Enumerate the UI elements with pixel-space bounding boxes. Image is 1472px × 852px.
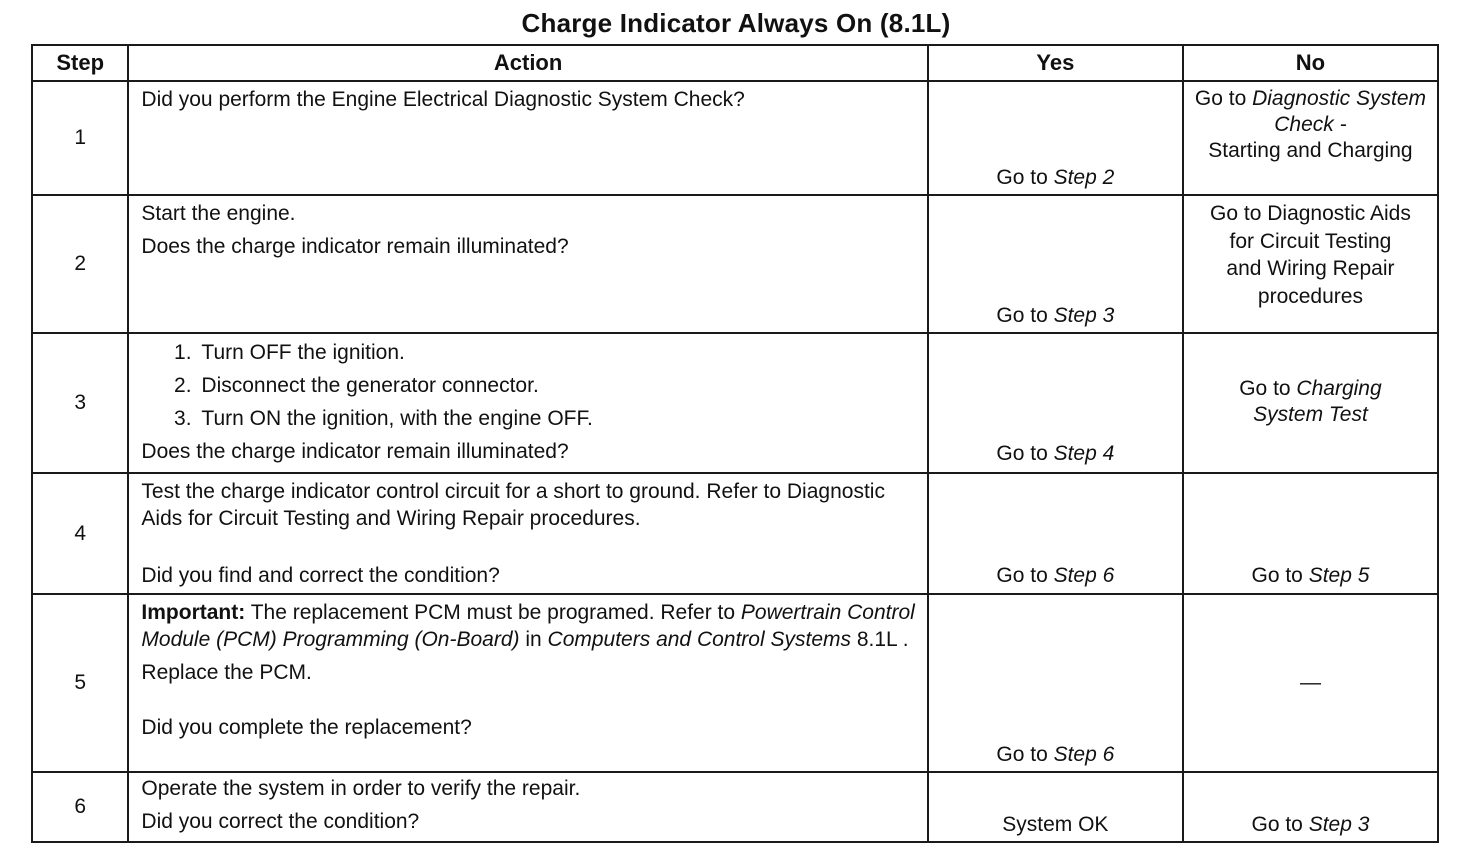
yes-result: Go to Step 4 [996, 442, 1115, 465]
list-item: 2. Disconnect the generator connector. [197, 369, 914, 402]
no-result: Go to Step 3 [1251, 813, 1370, 836]
action-cell [128, 333, 927, 473]
yes-cell [928, 195, 1183, 333]
step-number: 5 [32, 594, 128, 772]
no-cell [1183, 195, 1438, 333]
action-question: Did you perform the Engine Electrical Diagnostic System Check? [141, 88, 745, 111]
no-result: Go to Step 5 [1251, 564, 1370, 587]
action-text: Replace the PCM. [141, 661, 312, 684]
step-link[interactable]: Step 3 [1308, 813, 1370, 836]
yes-cell [928, 594, 1183, 772]
action-text: Test the charge indicator control circuit for a short to ground. Refer to Diagnostic Aids for Circuit Testing and Wiring Repair procedures. [141, 480, 885, 530]
step-number: 3 [32, 333, 128, 473]
yes-cell [928, 772, 1183, 842]
step-number: 6 [32, 772, 128, 842]
action-cell [128, 195, 927, 333]
step-link[interactable]: Step 3 [1053, 304, 1115, 327]
header-step: Step [32, 45, 128, 81]
step-link[interactable]: Step 2 [1053, 166, 1115, 189]
action-question: Does the charge indicator remain illuminated? [141, 440, 569, 463]
step-link[interactable]: Step 4 [1053, 442, 1115, 465]
yes-result: Go to Step 6 [996, 564, 1115, 587]
action-cell [128, 473, 927, 594]
table-row [32, 594, 1438, 772]
table-row [32, 772, 1438, 842]
action-steps [141, 336, 914, 435]
step-link[interactable]: Step 6 [1053, 564, 1115, 587]
step-number: 4 [32, 473, 128, 594]
action-cell [128, 772, 927, 842]
step-link[interactable]: Step 5 [1308, 564, 1370, 587]
step-number: 2 [32, 195, 128, 333]
computers-control-link[interactable]: Computers and Control Systems [547, 628, 851, 651]
no-cell [1183, 473, 1438, 594]
list-item: 3. Turn ON the ignition, with the engine OFF. [197, 402, 914, 435]
no-cell [1183, 81, 1438, 195]
header-no: No [1183, 45, 1438, 81]
table-row [32, 333, 1438, 473]
no-result: Go to Diagnostic Aids for Circuit Testing and Wiring Repair procedures [1210, 202, 1411, 308]
charging-test-link[interactable]: Charging System Test [1253, 377, 1382, 426]
pcm-programming-link[interactable]: Powertrain Control Module (PCM) Programming (On-Board) [141, 601, 915, 651]
table-row [32, 81, 1438, 195]
yes-cell [928, 333, 1183, 473]
important-label: Important: [141, 601, 246, 624]
action-question: Did you correct the condition? [141, 810, 420, 833]
table-row [32, 195, 1438, 333]
page-title: Charge Indicator Always On (8.1L) [521, 8, 951, 38]
important-note: Important: The replacement PCM must be programed. Refer to Powertrain Control Module (PCM) Programming (On-Board) in Computers and Control Systems 8.1L . [141, 601, 915, 651]
yes-cell [928, 473, 1183, 594]
table-row [32, 473, 1438, 594]
diagnostic-link[interactable]: Diagnostic System Check - [1252, 87, 1426, 136]
yes-result: Go to Step 2 [996, 166, 1115, 189]
no-cell [1183, 772, 1438, 842]
yes-result: System OK [1002, 813, 1109, 836]
step-number: 1 [32, 81, 128, 195]
action-text: Start the engine. [141, 202, 296, 225]
no-cell [1183, 594, 1438, 772]
header-yes: Yes [928, 45, 1183, 81]
diagnostic-table [31, 44, 1439, 843]
header-action: Action [128, 45, 927, 81]
action-cell [128, 81, 927, 195]
no-result: Go to Charging System Test [1239, 377, 1382, 426]
no-cell [1183, 333, 1438, 473]
no-result: — [1299, 671, 1321, 694]
action-cell [128, 594, 927, 772]
header-row [32, 45, 1438, 81]
yes-result: Go to Step 3 [996, 304, 1115, 327]
list-item: 1. Turn OFF the ignition. [197, 336, 914, 369]
action-text: Operate the system in order to verify the repair. [141, 777, 581, 800]
step-link[interactable]: Step 6 [1053, 743, 1115, 766]
yes-cell [928, 81, 1183, 195]
action-question: Does the charge indicator remain illuminated? [141, 235, 569, 258]
yes-result: Go to Step 6 [996, 743, 1115, 766]
action-question: Did you find and correct the condition? [141, 564, 500, 587]
no-result: Go to Diagnostic System Check - Starting and Charging [1194, 87, 1426, 162]
action-question: Did you complete the replacement? [141, 716, 472, 739]
